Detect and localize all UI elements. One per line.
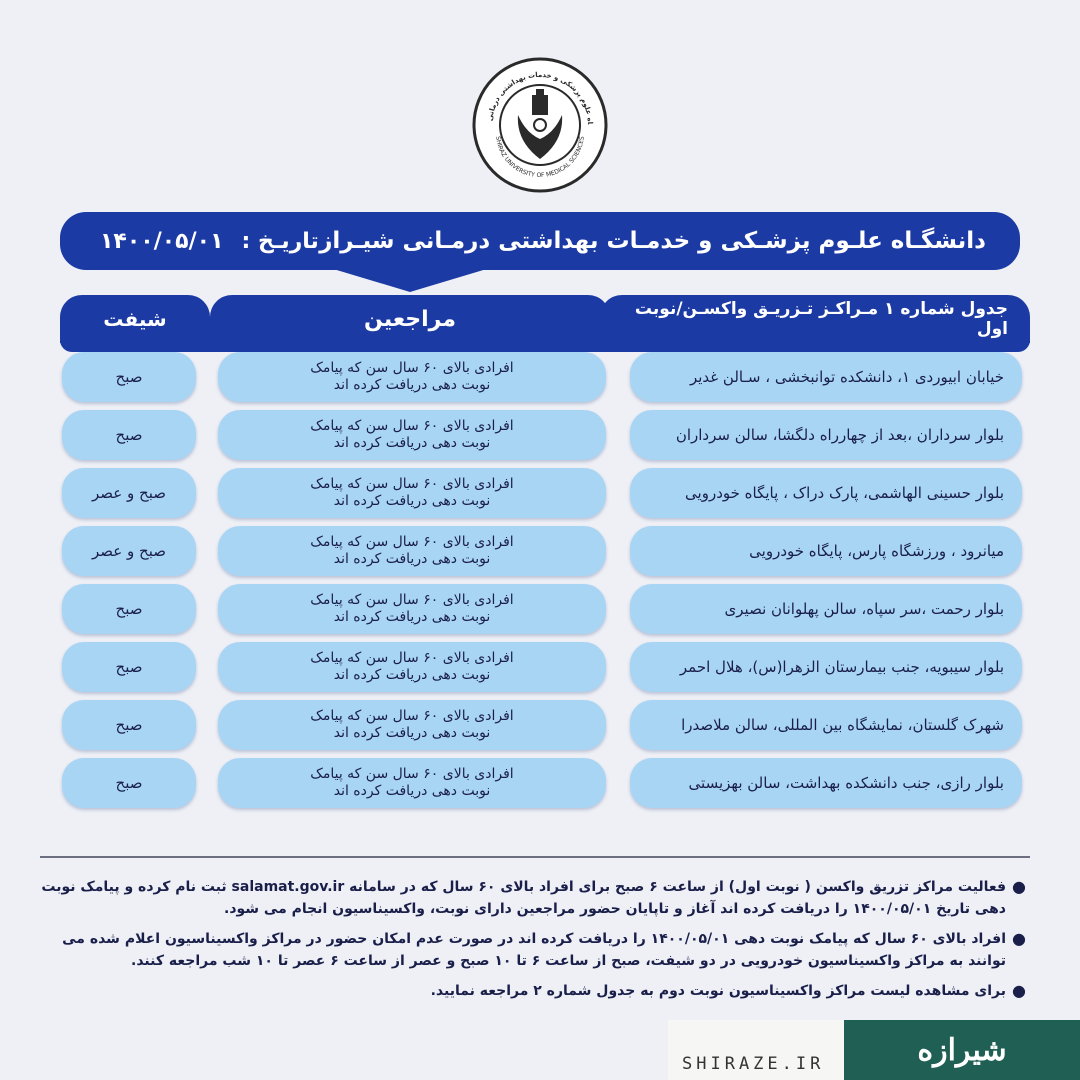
- note-text: فعالیت مراکز تزریق واکسن ( نوبت اول) از ساعت ۶ صبح برای افراد بالای ۶۰ سال که در سامانه salamat.gov.ir ثبت نام کرده و پیامک نوبت دهی تاریخ ۱۴۰۰/۰۵/۰۱ را دریافت کرده اند آغاز و تاپایان حضور مراجعین دارای نوبت، واکسیناسیون انجام می شود.: [41, 879, 1006, 917]
- shift-cell: صبح: [62, 410, 196, 460]
- shift-cell: صبح: [62, 584, 196, 634]
- clients-line-2: نوبت دهی دریافت کرده اند: [333, 667, 491, 683]
- table-row: [0, 410, 1080, 468]
- seal-text-fa: اه علوم پزشکی و خدمات بهداشتی درمانی: [486, 70, 595, 125]
- clients-cell: [218, 410, 606, 460]
- date-label: تاریـخ :: [241, 228, 319, 254]
- column-header-clients: مراجعین: [210, 295, 610, 343]
- column-header-underline: [60, 340, 1030, 352]
- notes-list: [40, 876, 1030, 1010]
- shift-cell: صبح: [62, 700, 196, 750]
- centers-table: [0, 352, 1080, 816]
- clients-cell: [218, 584, 606, 634]
- table-row: [0, 468, 1080, 526]
- location-cell: بلوار سیبویه، جنب بیمارستان الزهرا(س)، هلال احمر: [630, 642, 1022, 692]
- header-date: [100, 229, 319, 254]
- shift-cell: صبح و عصر: [62, 526, 196, 576]
- location-cell: بلوار حسینی الهاشمی، پارک دراک ، پایگاه خودرویی: [630, 468, 1022, 518]
- table-row: [0, 642, 1080, 700]
- location-cell: شهرک گلستان، نمایشگاه بین المللی، سالن ملاصدرا: [630, 700, 1022, 750]
- header-notch: [330, 268, 490, 292]
- header-bar: [60, 212, 1020, 270]
- clients-line-1: افرادی بالای ۶۰ سال سن که پیامک: [310, 360, 514, 376]
- shift-cell: صبح: [62, 352, 196, 402]
- location-cell: میانرود ، ورزشگاه پارس، پایگاه خودرویی: [630, 526, 1022, 576]
- table-row: [0, 584, 1080, 642]
- brand-logo-text: شیرازه: [917, 1032, 1007, 1068]
- clients-line-1: افرادی بالای ۶۰ سال سن که پیامک: [310, 418, 514, 434]
- clients-line-2: نوبت دهی دریافت کرده اند: [333, 783, 491, 799]
- note-item: [40, 928, 1030, 972]
- note-item: [40, 876, 1030, 920]
- university-logo: [470, 55, 610, 195]
- clients-cell: [218, 758, 606, 808]
- clients-line-2: نوبت دهی دریافت کرده اند: [333, 435, 491, 451]
- clients-line-1: افرادی بالای ۶۰ سال سن که پیامک: [310, 766, 514, 782]
- clients-cell: [218, 700, 606, 750]
- note-item: [40, 980, 1030, 1002]
- location-cell: بلوار سرداران ،بعد از چهارراه دلگشا، سالن سرداران: [630, 410, 1022, 460]
- clients-cell: [218, 352, 606, 402]
- bullet-icon: ●: [1012, 981, 1026, 1000]
- clients-line-1: افرادی بالای ۶۰ سال سن که پیامک: [310, 476, 514, 492]
- clients-line-1: افرادی بالای ۶۰ سال سن که پیامک: [310, 534, 514, 550]
- clients-line-2: نوبت دهی دریافت کرده اند: [333, 725, 491, 741]
- table-row: [0, 758, 1080, 816]
- location-cell: بلوار رحمت ،سر سپاه، سالن پهلوانان نصیری: [630, 584, 1022, 634]
- table-row: [0, 700, 1080, 758]
- table-row: [0, 352, 1080, 410]
- brand-logo: [844, 1020, 1080, 1080]
- clients-line-1: افرادی بالای ۶۰ سال سن که پیامک: [310, 592, 514, 608]
- clients-line-1: افرادی بالای ۶۰ سال سن که پیامک: [310, 708, 514, 724]
- university-seal-icon: [470, 55, 610, 195]
- clients-line-2: نوبت دهی دریافت کرده اند: [333, 609, 491, 625]
- column-header-location: جدول شماره ۱ مـراکـز تـزریـق واکسـن/نوبت اول: [600, 295, 1030, 343]
- header-title: دانشگـاه علـوم پزشـکی و خدمـات بهداشتی درمـانی شیـراز: [319, 228, 986, 254]
- clients-line-2: نوبت دهی دریافت کرده اند: [333, 377, 491, 393]
- shift-cell: صبح و عصر: [62, 468, 196, 518]
- column-header-shift: شیفت: [60, 295, 210, 343]
- clients-cell: [218, 526, 606, 576]
- location-cell: خیابان ابیوردی ۱، دانشکده توانبخشی ، سـالن غدیر: [630, 352, 1022, 402]
- clients-line-1: افرادی بالای ۶۰ سال سن که پیامک: [310, 650, 514, 666]
- bullet-icon: ●: [1012, 929, 1026, 948]
- brand-site: SHIRAZE.IR: [682, 1054, 825, 1074]
- date-value: ۱۴۰۰/۰۵/۰۱: [100, 228, 224, 254]
- table-row: [0, 526, 1080, 584]
- clients-line-2: نوبت دهی دریافت کرده اند: [333, 493, 491, 509]
- note-text: برای مشاهده لیست مراکز واکسیناسیون نوبت دوم به جدول شماره ۲ مراجعه نمایید.: [430, 983, 1006, 999]
- seal-text-en: SHIRAZ UNIVERSITY OF MEDICAL SCIENCES: [494, 135, 586, 180]
- shift-cell: صبح: [62, 758, 196, 808]
- clients-line-2: نوبت دهی دریافت کرده اند: [333, 551, 491, 567]
- shift-cell: صبح: [62, 642, 196, 692]
- location-cell: بلوار رازی، جنب دانشکده بهداشت، سالن بهزیستی: [630, 758, 1022, 808]
- clients-cell: [218, 468, 606, 518]
- clients-cell: [218, 642, 606, 692]
- brand-watermark: [668, 1020, 1080, 1080]
- bullet-icon: ●: [1012, 877, 1026, 896]
- note-text: افراد بالای ۶۰ سال که پیامک نوبت دهی ۱۴۰۰/۰۵/۰۱ را دریافت کرده اند در صورت عدم امکان حضور در مراکز واکسیناسیون اعلام شده می توانند به مراکز واکسیناسیون خودرویی در دو شیفت، صبح از ساعت ۶ تا ۱۰ صبح و عصر از ساعت ۶ عصر تا ۱۰ شب مراجعه کنند.: [62, 931, 1006, 969]
- divider: [40, 856, 1030, 858]
